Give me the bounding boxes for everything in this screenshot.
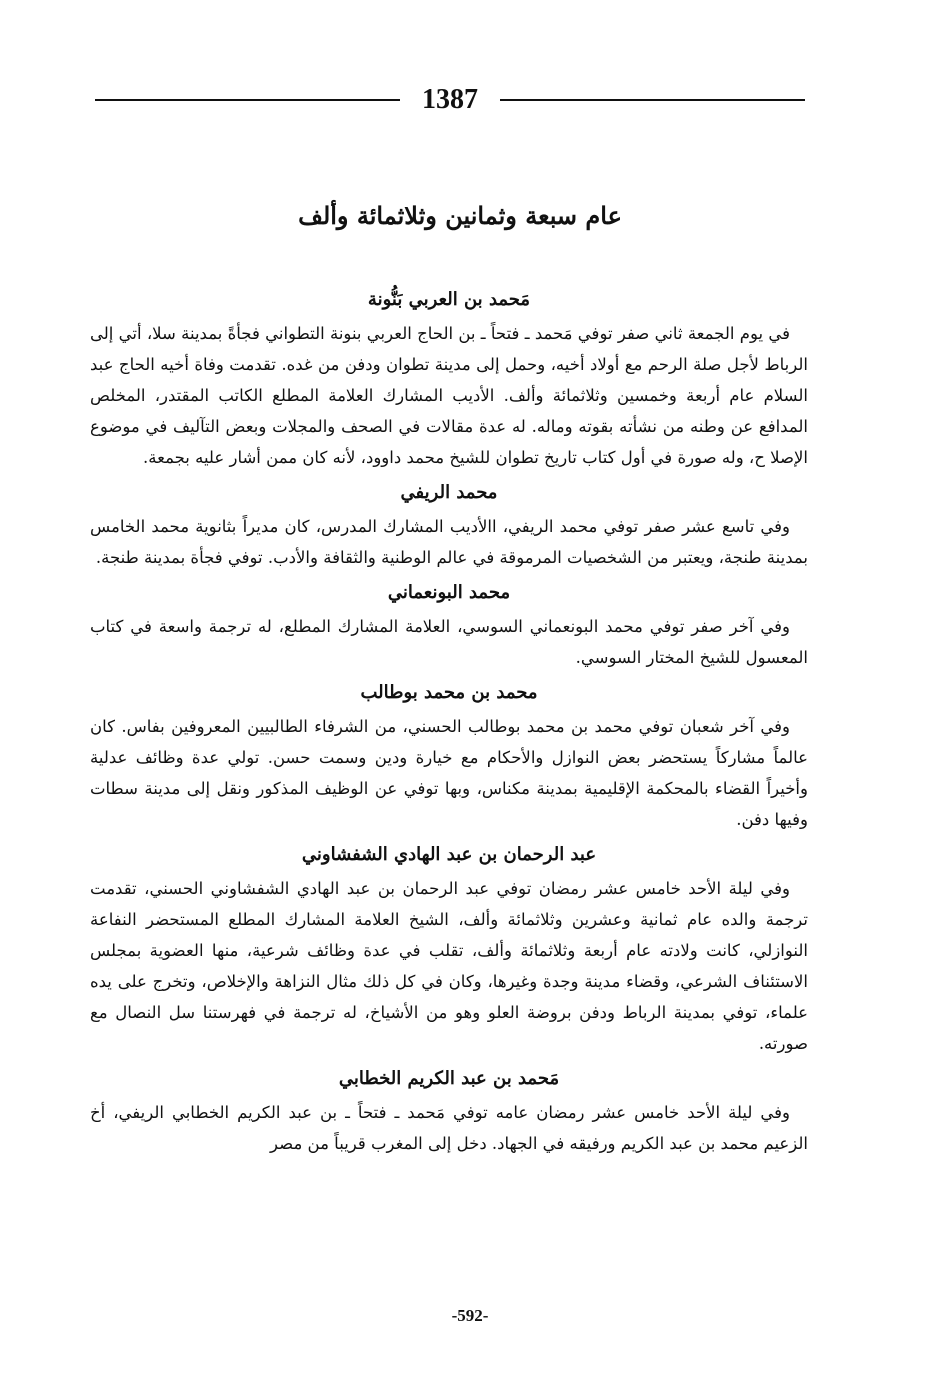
- header-rule-left: [95, 99, 400, 101]
- page-number: -592-: [451, 1306, 489, 1325]
- entry-text: وفي ليلة الأحد خامس عشر رمضان عامه توفي مَحمد ـ فتحاً ـ بن عبد الكريم الخطابي الريفي، أخ الزعيم محمد بن عبد الكريم ورفيقه في الجهاد. دخل إلى المغرب قريباً من مصر: [90, 1103, 808, 1153]
- entry-text: وفي آخر صفر توفي محمد البونعماني السوسي، العلامة المشارك المطلع، له ترجمة واسعة في كتاب المعسول للشيخ المختار السوسي.: [90, 617, 808, 667]
- entry: [90, 475, 808, 573]
- entry: [90, 1061, 808, 1159]
- entry-name: محمد البونعماني: [387, 582, 511, 603]
- entry: [90, 575, 808, 673]
- entry-text: وفي آخر شعبان توفي محمد بن محمد بوطالب الحسني، من الشرفاء الطالبيين المعروفين بفاس. كان عالماً مشاركاً يستحضر بعض النوازل والأحكام مع خيارة ودين وسمت حسن. تولي عدة وظائف عدلية وأخيراً القضاء بالمحكمة الإقليمية بمدينة مكناس، وبها توفي عن الوظيف المذكور ونقل إلى مدينة سطات وفيها دفن.: [90, 717, 808, 829]
- header-rule-right: [500, 99, 805, 101]
- entry: [90, 837, 808, 1059]
- entry-name: مَحمد بن عبد الكريم الخطابي: [338, 1068, 560, 1089]
- entries-list: [90, 282, 808, 1161]
- entry-name: مَحمد بن العربي بَنُّونة: [367, 289, 531, 310]
- entry-name: محمد الريفي: [400, 482, 498, 503]
- entry-name: محمد بن محمد بوطالب: [360, 682, 538, 703]
- entry-text: وفي ليلة الأحد خامس عشر رمضان توفي عبد الرحمان بن عبد الهادي الشفشاوني الحسني، تقدمت ترجمة والده عام ثمانية وعشرين وثلاثمائة وألف، الشيخ العلامة المشارك المطلع المستحضر النفاعة النوازلي، كانت ولادته عام أربعة وثلاثمائة وألف، تقلب في عدة وظائف شرعية، منها العضوية بمجلس الاستئناف الشرعي، وقضاء مدينة وجدة وغيرها، وكان في كل ذلك مثال النزاهة والإخلاص، وتخرج على يده علماء، توفي بمدينة الرباط ودفن بروضة العلو وهو من الأشياخ، له ترجمة في فهرستنا سل النصال مع صورته.: [90, 879, 808, 1053]
- entry: [90, 282, 808, 473]
- entry-text: وفي تاسع عشر صفر توفي محمد الريفي، االأديب المشارك المدرس، كان مديراً بثانوية محمد الخامس بمدينة طنجة، ويعتبر من الشخصيات المرموقة في عالم الوطنية والثقافة والأدب. توفي فجأة بمدينة طنجة.: [90, 517, 808, 567]
- entry-name: عبد الرحمان بن عبد الهادي الشفشاوني: [301, 844, 597, 865]
- entry-text: في يوم الجمعة ثاني صفر توفي مَحمد ـ فتحاً ـ بن الحاج العربي بنونة التطواني فجأةً بمدينة سلا، أتي إلى الرباط لأجل صلة الرحم مع أولاد أخيه، وحمل إلى مدينة تطوان ودفن من غده. تقدمت وفاة أخيه الحاج عبد السلام عام أربعة وخمسين وثلاثمائة وألف. الأديب المشارك العلامة المطلع الكاتب المقتدر، المخلص المدافع عن وطنه من نشأته بقوته وماله. له عدة مقالات في الصحف والمجلات وبعض التآليف في موضوع الإصلا ح، وله صورة في أول كتاب تاريخ تطوان للشيخ محمد داوود، لأنه كان ممن أشار عليه بجمعة.: [90, 324, 808, 467]
- year-title: عام سبعة وثمانين وثلاثمائة وألف: [298, 201, 622, 230]
- entry: [90, 675, 808, 835]
- header-year: 1387: [422, 84, 478, 115]
- page-header: [95, 78, 805, 122]
